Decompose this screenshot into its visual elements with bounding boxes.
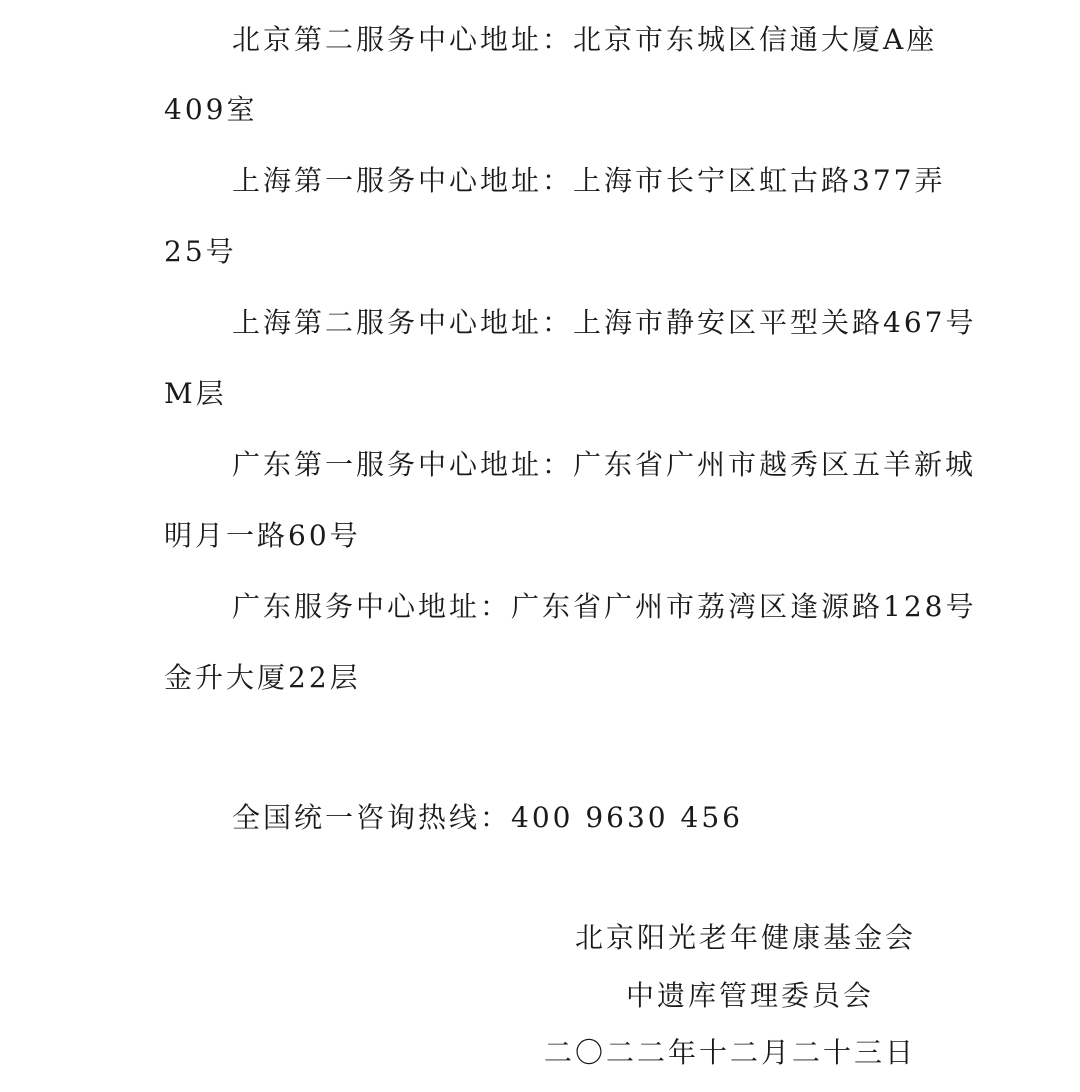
signature-date: 二〇二二年十二月二十三日 xyxy=(543,1036,916,1069)
address-guangdong-1-line2: 明月一路60号 xyxy=(164,519,361,552)
address-guangdong-line1: 广东服务中心地址：广东省广州市荔湾区逢源路128号 xyxy=(232,590,977,623)
address-beijing-2-line2: 409室 xyxy=(164,93,258,126)
address-beijing-2-line1: 北京第二服务中心地址：北京市东城区信通大厦A座 xyxy=(232,23,938,56)
address-guangdong-1-line1: 广东第一服务中心地址：广东省广州市越秀区五羊新城 xyxy=(232,448,977,481)
address-shanghai-2-line2: M层 xyxy=(164,377,227,410)
signature-org-1: 北京阳光老年健康基金会 xyxy=(574,921,916,954)
signature-org-2: 中遗库管理委员会 xyxy=(625,979,874,1012)
address-shanghai-1-line1: 上海第一服务中心地址：上海市长宁区虹古路377弄 xyxy=(232,164,946,197)
hotline-text: 全国统一咨询热线：400 9630 456 xyxy=(232,801,743,834)
address-shanghai-1-line2: 25号 xyxy=(164,235,237,268)
address-shanghai-2-line1: 上海第二服务中心地址：上海市静安区平型关路467号 xyxy=(232,306,977,339)
address-guangdong-line2: 金升大厦22层 xyxy=(164,661,361,694)
